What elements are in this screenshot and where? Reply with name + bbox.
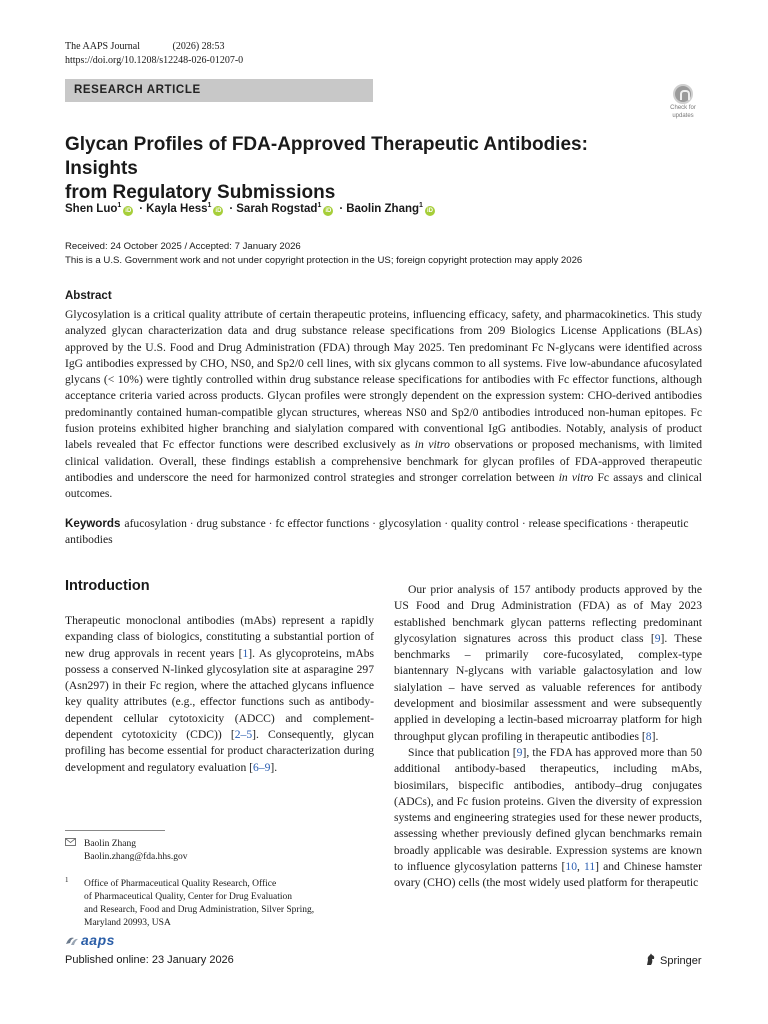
paragraph-text: Our prior analysis of 157 antibody products approved by the US Food and Drug Administration (FDA) as of May 2023 established benchmark glycan patterns reflecting predominant glycosylation signatures across this product class [ (394, 583, 702, 645)
springer-horse-icon (645, 953, 657, 969)
author-name[interactable]: Baolin Zhang (346, 202, 420, 215)
keywords-text: afucosylation · drug substance · fc effector functions · glycosylation · quality control · release specifications · therapeutic antibodies (65, 517, 689, 547)
orcid-icon[interactable]: iD (325, 207, 332, 214)
aaps-logo (65, 932, 115, 950)
title-line-2: from Regulatory Submissions (65, 182, 336, 203)
journal-year-issue: (2026) 28:53 (172, 41, 225, 52)
paragraph-text: , (577, 860, 584, 874)
paragraph-text: ]. As glycoproteins, mAbs possess a conserved N-linked glycosylation site at asparagine 297 (Asn297) in their Fc region, where the attached glycans influence key quality attributes (e.g., effector functions such as antibody-dependent cellular cytotoxicity (ADCC) and complement-dependent cytotoxicity (CDC)) [ (65, 646, 375, 742)
corresponding-author-email[interactable]: Baolin.zhang@fda.hhs.gov (84, 852, 188, 862)
received-accepted-dates: Received: 24 October 2025 / Accepted: 7 January 2026 (65, 241, 301, 252)
paragraph (394, 745, 702, 892)
author-separator: · (229, 202, 234, 215)
left-column-text (65, 613, 374, 776)
journal-header (65, 41, 224, 52)
author-affiliation-mark: 1 (317, 202, 322, 209)
envelope-icon (65, 838, 76, 849)
doi-link[interactable]: https://doi.org/10.1208/s12248-026-01207-0 (65, 55, 244, 66)
author-affiliation-mark: 1 (117, 202, 122, 209)
citation-link[interactable]: 9 (516, 745, 523, 759)
abstract-text: Glycosylation is a critical quality attribute of certain therapeutic proteins, influencing efficacy, safety, and pharmacokinetics. This study analyzed glycan characterization data and drug substance release specifications from 209 Biologics License Applications (BLAs) approved by the U.S. Food and Drug Administration (FDA) through May 2025. Ten predominant Fc N-glycans were identified across IgG antibodies expressed by CHO, NS0, and Sp2/0 cell lines, with six glycans common to all systems. Five low-abundance afucosylated glycans (< 10%) were tightly controlled within drug substance release specifications for antibodies with Fc effector functions, although acceptance criteria varied across products. Glycan profiles were strongly dependent on the expression system: CHO-derived antibodies predominantly contained human-compatible glycan structures, whereas NS0 and Sp2/0 antibodies introduced non-human epitopes. Fc fusion proteins exhibited higher branching and sialylation compared with conventional IgG antibodies. Notably, analysis of product labels revealed that Fc effector functions were described exclusively as (65, 308, 702, 452)
author-list (65, 202, 438, 216)
affiliation-address (84, 878, 374, 930)
affiliation-line: Office of Pharmaceutical Quality Research, Office (84, 879, 277, 889)
keywords (65, 516, 702, 549)
paragraph (394, 582, 702, 745)
crossmark-icon (673, 84, 693, 104)
right-column-text (394, 582, 702, 892)
keywords-label: Keywords (65, 517, 121, 530)
orcid-icon[interactable]: iD (125, 207, 132, 214)
paragraph-text: ]. Consequently, glycan profiling has become essential for product characterization during development and regulatory evaluation [ (65, 728, 374, 774)
paragraph (65, 613, 374, 776)
paragraph-text: ]. (651, 729, 659, 743)
author-name[interactable]: Shen Luo (65, 202, 118, 215)
affiliation-line: and Research, Food and Drug Administration, Silver Spring, (84, 905, 315, 915)
citation-link[interactable]: 11 (583, 860, 596, 874)
abstract-text: observations or proposed mechanisms, with limited clinical validation. Overall, these findings establish a comprehensive benchmark for glycan profiles of FDA-approved therapeutic antibodies and underscore the need for harmonized control strategies and stronger correlation between (65, 438, 702, 484)
aaps-logo-text: aaps (81, 932, 115, 948)
paragraph-text: Therapeutic monoclonal antibodies (mAbs) represent a rapidly expanding class of biologics, constituting a substantial portion of new drug approvals in recent years [ (65, 614, 374, 660)
aaps-logo-icon (65, 933, 79, 945)
affiliation-line: of Pharmaceutical Quality, Center for Drug Evaluation (84, 892, 293, 902)
paragraph-text: ], the FDA has approved more than 50 additional antibody-based therapeutics, including mAbs, biosimilars, bispecific antibodies, antibody–drug conjugates (ADCs), and Fc fusion proteins. Given the diversity of expression systems and engineering strategies used for these newer products, assessing whether previously defined glycan benchmarks remain broadly applicable was desirable. Expression systems are known to influence glycosylation patterns [ (394, 745, 703, 874)
article-title (65, 133, 665, 205)
title-line-1: Glycan Profiles of FDA-Approved Therapeutic Antibodies: Insights (65, 134, 588, 179)
abstract-italic: in vitro (414, 438, 450, 452)
springer-logo (645, 953, 702, 969)
citation-link[interactable]: 1 (242, 646, 249, 660)
paragraph-text: Since that publication [ (408, 745, 517, 759)
copyright-notice: This is a U.S. Government work and not under copyright protection in the US; foreign copyright protection may apply 2026 (65, 255, 583, 266)
author-name[interactable]: Kayla Hess (146, 202, 208, 215)
author-name[interactable]: Sarah Rogstad (236, 202, 318, 215)
author-affiliation-mark: 1 (419, 202, 423, 209)
affiliation-line: Maryland 20993, USA (84, 918, 171, 928)
crossmark-label-1: Check for (670, 105, 696, 111)
abstract-italic: in vitro (558, 470, 594, 484)
paragraph-text: ] and Chinese hamster ovary (CHO) cells (the most widely used platform for therapeutic (394, 860, 702, 890)
abstract-body (65, 307, 702, 503)
citation-link[interactable]: 9 (654, 631, 661, 645)
abstract-text: Fc assays and clinical outcomes. (65, 470, 703, 501)
author-separator: · (139, 202, 144, 215)
corresponding-author (84, 838, 187, 864)
published-online-date: Published online: 23 January 2026 (65, 954, 234, 966)
journal-name: The AAPS Journal (65, 41, 140, 52)
author-affiliation-mark: 1 (207, 202, 212, 209)
paragraph-text: ]. These benchmarks – primarily core-fucosylated, complex-type biantennary N-glycans with variable galactosylation and low sialylation – have served as valuable references for antibody development and biosimilar assessment and were subsequently applied in developing a lectin-based microarray platform for high throughput glycan profiling in therapeutic antibodies [ (394, 631, 702, 743)
paragraph-text: ]. (270, 760, 278, 774)
citation-link[interactable]: 2–5 (234, 728, 253, 742)
article-type-banner: RESEARCH ARTICLE (65, 79, 373, 102)
check-for-updates-badge[interactable] (664, 84, 702, 124)
orcid-icon[interactable]: iD (215, 207, 222, 214)
orcid-icon[interactable]: iD (426, 207, 433, 214)
citation-link[interactable]: 6–9 (253, 760, 271, 774)
crossmark-label-2: updates (672, 113, 694, 119)
introduction-heading: Introduction (65, 578, 150, 594)
author-separator: · (339, 202, 344, 215)
citation-link[interactable]: 10 (565, 860, 578, 874)
affiliation-number: 1 (65, 876, 69, 884)
springer-text: Springer (660, 955, 702, 967)
footnote-divider (65, 830, 165, 831)
corresponding-author-name: Baolin Zhang (84, 839, 136, 849)
abstract-heading: Abstract (65, 290, 112, 302)
citation-link[interactable]: 8 (645, 729, 652, 743)
